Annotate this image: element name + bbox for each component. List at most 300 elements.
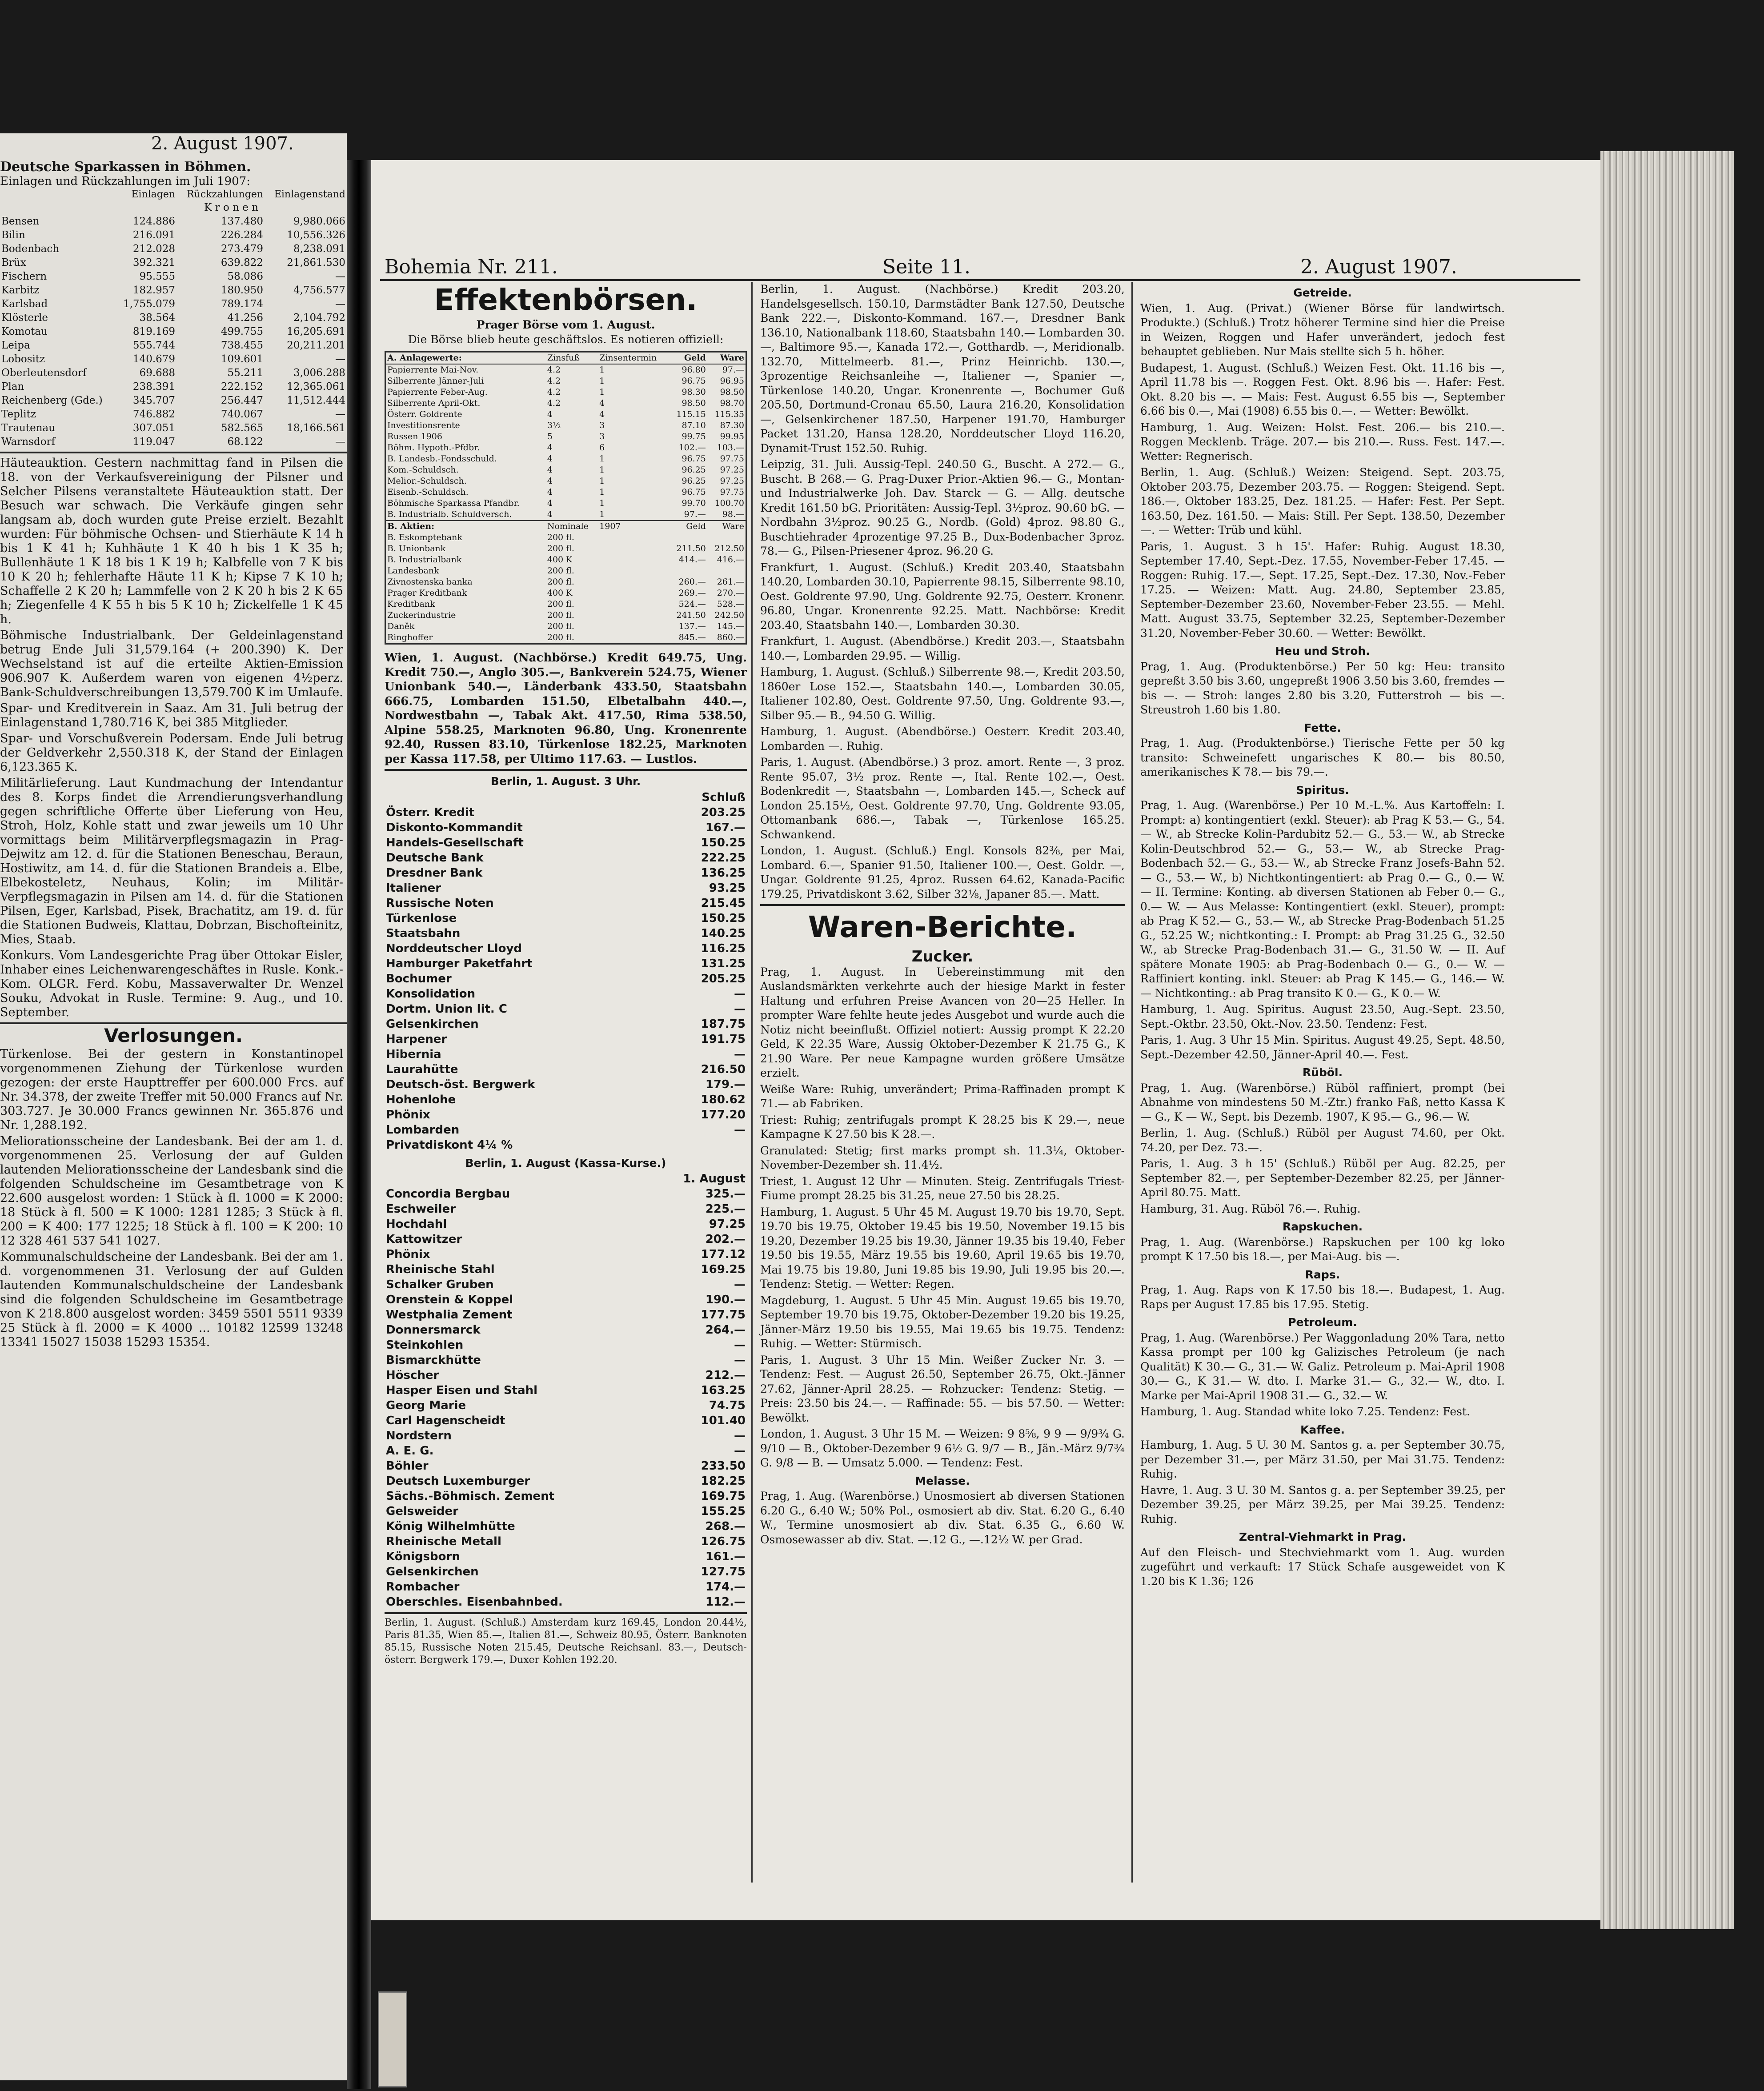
anlagewert-row-cell: 115.15	[676, 409, 706, 419]
berlin-row-cell: 222.25	[701, 851, 746, 865]
col-header: Zinsfuß	[547, 353, 580, 363]
kassa-row-cell: Gelsenkirchen	[386, 1565, 479, 1578]
sparkasse-row-cell: Lobositz	[1, 353, 45, 365]
berlin-row	[385, 835, 747, 850]
kassa-row-cell: Westphalia Zement	[386, 1308, 513, 1322]
sparkasse-row-cell: 392.321	[132, 257, 176, 268]
sparkasse-row-cell: 2,104.792	[293, 312, 345, 324]
berlin-row	[385, 1001, 747, 1017]
col-header: Geld	[684, 353, 706, 363]
berlin-row-cell: 93.25	[709, 881, 746, 895]
verlosung-article: Türkenlose. Bei der gestern in Konstantinopel vorgenommenen Ziehung der Türkenlose wurden gezogen: der erste Haupttreffer per 600.000 Frcs. auf Nr. 34.378, der zweite Treffer mit 50.000 Francs auf Nr. 303.727. Je 30.000 Francs gewinnen Nr. 365.876 und Nr. 1,288.192.	[0, 1047, 343, 1132]
kassa-row	[385, 1217, 747, 1232]
anlagewert-row-cell: 96.80	[682, 365, 706, 375]
kassa-row-cell: 155.25	[701, 1505, 746, 1518]
kassa-row-cell: Concordia Bergbau	[386, 1187, 510, 1201]
anlagewert-row-cell: 96.25	[682, 465, 706, 475]
aktie-row-cell	[598, 632, 669, 644]
left-article: Böhmische Industrialbank. Der Geldeinlagenstand betrug Ende Juli 31,579.164 (+ 200.390) K. Der Wechselstand ist auf die erteilte Aktien-Emission 906.907 K. Außerdem waren von eigenen 4½perz. Bank-Schuldverschreibungen 13,579.700 K im Umlaufe.	[0, 629, 343, 699]
sparkasse-row-cell: 69.688	[139, 367, 176, 379]
aktie-row-cell: 400 K	[547, 588, 573, 598]
sparkasse-row-cell: Bodenbach	[1, 243, 60, 255]
left-article: Konkurs. Vom Landesgerichte Prag über Ottokar Eisler, Inhaber eines Leichenwarengeschäftes in Rusle. Konk.-Kom. OLGR. Ferd. Kobu, Massaverwalter Dr. Wenzel Souku, Advokat in Rusle. Termine: 9. Aug., und 10. September.	[0, 949, 343, 1019]
aktie-row-cell: 241.50	[676, 610, 706, 620]
kassa-row-cell: —	[734, 1338, 746, 1352]
verlosungen-articles	[0, 1047, 347, 1350]
kassa-row	[385, 1428, 747, 1443]
aktie-row-cell: 845.—	[678, 633, 706, 642]
getreide-title: Getreide.	[1293, 286, 1352, 299]
col-header: Ware	[720, 353, 744, 363]
kassa-row-cell: Kattowitzer	[386, 1233, 462, 1246]
berlin-row-cell: Norddeutscher Lloyd	[386, 941, 522, 955]
anlagewert-row-cell: 4	[547, 487, 553, 497]
sparkasse-row-cell: 11,512.444	[287, 395, 345, 406]
anlagewert-row-cell: 3	[599, 421, 605, 430]
aktie-row-cell: 269.—	[678, 588, 706, 598]
aktie-row	[385, 554, 746, 565]
sparkasse-row-cell: 140.679	[132, 353, 176, 365]
aktie-row-cell: B. Industrialbank	[387, 555, 462, 565]
sparkasse-row	[0, 215, 347, 228]
spiritus-report: Paris, 1. Aug. 3 Uhr 15 Min. Spiritus. August 49.25, Sept. 48.50, Sept.-Dezember 42.50, Jänner-April 40.—. Fest.	[1140, 1033, 1505, 1061]
col-header: Ware	[722, 521, 744, 531]
sparkasse-row-cell: 226.284	[220, 229, 264, 241]
verlosungen-title: Verlosungen.	[104, 1025, 243, 1046]
kassa-row-cell: Donnersmarck	[386, 1323, 481, 1337]
sparkasse-row	[0, 270, 347, 284]
kassa-row-cell: 127.75	[701, 1565, 746, 1578]
rueboel-report: Berlin, 1. Aug. (Schluß.) Rüböl per August 74.60, per Okt. 74.20, per Dez. 73.—.	[1140, 1126, 1505, 1154]
berlin-row-cell: Österr. Kredit	[386, 805, 475, 819]
berlin-row	[385, 986, 747, 1001]
anlagewert-row-cell: 100.70	[714, 498, 744, 508]
aktie-row-cell: 860.—	[717, 633, 744, 642]
kassa-row-cell: 212.—	[705, 1369, 746, 1382]
aktie-row-cell	[598, 621, 669, 632]
sparkasse-row-cell: 21,861.530	[287, 257, 345, 268]
heu-title: Heu und Stroh.	[1275, 645, 1370, 657]
kassa-row-cell: 169.75	[701, 1490, 746, 1503]
col-header: Einlagenstand	[274, 189, 345, 200]
sparkasse-row	[0, 311, 347, 325]
sparkasse-row-cell: 16,205.691	[287, 326, 345, 337]
aktie-row-cell: 200 fl.	[547, 544, 574, 553]
aktie-row-cell	[707, 532, 746, 543]
berlin-row-cell: Bochumer	[386, 972, 452, 985]
berlin-row-cell: 150.25	[701, 911, 746, 925]
aktie-row-cell: 200 fl.	[547, 533, 574, 542]
sparkassen-title: Deutsche Sparkassen in Böhmen.	[0, 159, 251, 175]
kassa-row-cell: 97.25	[709, 1218, 746, 1231]
berlin-row	[385, 1107, 747, 1122]
berlin-row	[385, 805, 747, 820]
sparkasse-row-cell: Oberleutensdorf	[1, 367, 87, 379]
kassa-row-cell: 74.75	[709, 1399, 746, 1412]
berlin-row-cell: Russische Noten	[386, 896, 494, 910]
sparkasse-row-cell: 582.565	[220, 422, 264, 434]
anlagewert-row-cell: 97.75	[720, 454, 744, 464]
sparkasse-row-cell: 639.822	[220, 257, 264, 268]
sparkasse-row-cell: 4,756.577	[293, 284, 345, 296]
berlin-row-cell: Dortm. Union lit. C	[386, 1002, 507, 1016]
rueboel-report: Hamburg, 31. Aug. Rüböl 76.—. Ruhig.	[1140, 1202, 1361, 1215]
berlin-row-cell: Phönix	[386, 1108, 430, 1122]
divider	[385, 769, 747, 771]
sparkasse-row-cell: —	[335, 298, 345, 310]
sparkasse-row	[0, 284, 347, 297]
column-effekten	[385, 282, 747, 1668]
berlin-row	[385, 941, 747, 956]
sparkasse-row-cell: 137.480	[220, 216, 264, 227]
aktie-row	[385, 599, 746, 610]
anlagewert-row-cell: 97.—	[684, 509, 706, 519]
book-gutter	[347, 160, 371, 2089]
sparkasse-row-cell: 38.564	[139, 312, 176, 324]
anlagewert-row	[385, 364, 746, 376]
boerse-report: Hamburg, 1. August. (Schluß.) Silberrente 98.—, Kredit 203.50, 1860er Lose 152.—, Staatsbahn 140.—, Lombarden 30.05, Italiener 102.80, Oest. Goldrente 97.50, Ung. Goldrente 93.—, Silber 95.— B., 94.50 G. Willig.	[760, 665, 1125, 722]
berlin-row-cell: Italiener	[386, 881, 441, 895]
zucker-report: Granulated: Stetig; first marks prompt sh. 11.3¼, Oktober-November-Dezember sh. 11.4½.	[760, 1144, 1125, 1171]
zucker-report: Paris, 1. August. 3 Uhr 15 Min. Weißer Zucker Nr. 3. — Tendenz: Fest. — August 26.50, September 26.75, Okt.-Jänner 27.62, Jänner-April 28.25. — Rohzucker: Tendenz: Stetig. — Preis: 23.50 bis 24.—. — Raffinade: 55. — bis 57.50. — Wetter: Bewölkt.	[760, 1353, 1125, 1424]
anlagewert-row-cell: 99.95	[720, 432, 744, 441]
sparkasse-row	[0, 228, 347, 242]
aktie-row	[385, 588, 746, 599]
anlagewert-row	[385, 376, 746, 387]
sparkasse-row-cell: 1,755.079	[123, 298, 176, 310]
viehmarkt-title: Zentral-Viehmarkt in Prag.	[1239, 1530, 1406, 1543]
left-article: Militärlieferung. Laut Kundmachung der Intendantur des 8. Korps findet die Arrendierungsverhandlung gegen schriftliche Offerte über Lieferung von Heu, Stroh, Holz, Kohle statt und zwar jeweils um 10 Uhr vormittags beim Militärverpflegsmagazin in Prag-Dejwitz am 12. d. für die Stationen Beneschau, Beraun, Hostiwitz, am 14. d. für die Stationen Brandeis a. Elbe, Elbekosteletz, Neuhaus, Kolin; im Militär-Verpflegsmagazin in Pilsen am 14. d. für die Stationen Pilsen, Eger, Karlsbad, Pisek, Brachatitz, am 19. d. für die Stationen Budweis, Klattau, Dobrzan, Bischofteinitz, Mies, Staab.	[0, 776, 343, 946]
anlagewert-row	[385, 387, 746, 398]
rueboel-report: Paris, 1. Aug. 3 h 15' (Schluß.) Rüböl per Aug. 82.25, per September 82.—, per September-Dezember 82.25, per Jänner-April 80.75. Matt.	[1140, 1157, 1505, 1199]
col-header: 1. August	[683, 1172, 746, 1186]
sparkasse-row-cell: 3,006.288	[293, 367, 345, 379]
kassa-row	[385, 1489, 747, 1504]
sparkasse-row-cell: 18,166.561	[287, 422, 345, 434]
sparkasse-row-cell: 58.086	[227, 271, 264, 282]
boerse-report: Leipzig, 31. Juli. Aussig-Tepl. 240.50 G., Buscht. A 272.— G., Buscht. B 268.— G. Prag-Duxer Prior.-Aktien 96.— G., Montan- und Industrialwerke Joh. Dav. Starck — G. — Allg. deutsche Kredit 161.50 bG. Prioritäten: Aussig-Tepl. 3½proz. 90.60 bG. — Nordbahn 3½proz. 90.25 G., Nordb. (Gold) 4proz. 98.80 G., Buschtiehrader 4prozentige 97.25 B., Dux-Bodenbacher 3proz. 78.— G., Pilsen-Priesener 4proz. 96.20 G.	[760, 458, 1125, 557]
anlagewert-row-cell: 97.75	[720, 487, 744, 497]
kassa-row	[385, 1458, 747, 1474]
kassa-row	[385, 1353, 747, 1368]
anlagewert-row-cell: 98.30	[682, 387, 706, 397]
getreide-report: Berlin, 1. Aug. (Schluß.) Weizen: Steigend. Sept. 203.75, Oktober 203.75, Dezember 203.75. — Roggen: Steigend. Sept. 186.—, Oktober 183.25, Dez. 181.25. — Hafer: Fest. Per Sept. 163.50, Dez. 161.50. — Mais: Still. Per Sept. 138.50, Dezember —. — Wetter: Trüb und kühl.	[1140, 466, 1505, 537]
anlagewert-row-cell: Kom.-Schuldsch.	[387, 465, 459, 475]
anlagewert-row-cell: 96.75	[682, 454, 706, 464]
kassa-row	[385, 1322, 747, 1338]
kassa-row	[385, 1549, 747, 1564]
left-articles	[0, 456, 347, 1020]
aktie-row-cell: 200 fl.	[547, 566, 574, 576]
berlin-row	[385, 911, 747, 926]
sparkasse-row-cell: 68.122	[227, 436, 264, 448]
zucker-reports	[760, 965, 1125, 1470]
sparkasse-row-cell: 256.447	[220, 395, 264, 406]
kassa-row	[385, 1579, 747, 1594]
kassa-row-cell: Sächs.-Böhmisch. Zement	[386, 1490, 555, 1503]
anlagewert-row-cell: 4.2	[547, 398, 561, 408]
book-page-edges	[1600, 151, 1734, 1929]
kaffee-report: Havre, 1. Aug. 3 U. 30 M. Santos g. a. per September 39.25, per Dezember 39.25, per März 39.25, per Mai 39.25. Tendenz: Ruhig.	[1140, 1483, 1505, 1526]
berlin-row-cell: Türkenlose	[386, 911, 457, 925]
sparkasse-row-cell: 119.047	[132, 436, 176, 448]
berlin-row-cell: Hibernia	[386, 1047, 441, 1061]
kassa-row	[385, 1232, 747, 1247]
kassa-row	[385, 1292, 747, 1307]
berlin-row-cell: Deutsch-öst. Bergwerk	[386, 1078, 535, 1091]
kassa-row	[385, 1443, 747, 1458]
aktie-row-cell: Zuckerindustrie	[387, 610, 456, 620]
berlin-row-cell: 167.—	[705, 821, 746, 834]
rapskuchen-report: Prag, 1. Aug. (Warenbörse.) Rapskuchen per 100 kg loko prompt K 17.50 bis 18.—, per Mai-Aug. bis —.	[1140, 1235, 1505, 1263]
kassa-row-cell: Höscher	[386, 1369, 439, 1382]
left-article: Spar- und Kreditverein in Saaz. Am 31. Juli betrug der Einlagenstand 1,780.716 K, bei 385 Mitglieder.	[0, 701, 343, 729]
aktie-row-cell: B. Eskomptebank	[387, 533, 462, 542]
sparkasse-row-cell: 10,556.326	[287, 229, 345, 241]
left-date: 2. August 1907.	[151, 133, 294, 154]
anlagewert-row-cell: 98.70	[720, 398, 744, 408]
aktie-row-cell: 200 fl.	[547, 633, 574, 642]
anlagewert-row-cell: 87.30	[720, 421, 744, 430]
header-paper: Bohemia Nr. 211.	[385, 256, 558, 278]
aktie-row	[385, 577, 746, 588]
anlagewert-row-cell: 1	[599, 465, 605, 475]
kassa-row-cell: 101.40	[701, 1414, 746, 1427]
aktie-row-cell: 242.50	[714, 610, 744, 620]
anlagewert-row	[385, 453, 746, 465]
kassa-row-cell: 177.75	[701, 1308, 746, 1322]
kassa-row-cell: Orenstein & Koppel	[386, 1293, 513, 1306]
berlin-row-cell: 203.25	[701, 805, 746, 819]
col-header: A. Anlagewerte:	[387, 353, 462, 363]
anlagewert-row-cell: 4	[547, 509, 553, 519]
kassa-row-cell: Böhler	[386, 1459, 429, 1473]
aktie-row-cell: 528.—	[717, 599, 744, 609]
aktie-row-cell	[598, 554, 669, 565]
sparkasse-row-cell: 789.174	[220, 298, 264, 310]
anlagewert-row-cell: 6	[599, 443, 605, 453]
anlagewert-row-cell: Böhmische Sparkassa Pfandbr.	[387, 498, 520, 508]
kassa-row-cell: König Wilhelmhütte	[386, 1520, 515, 1533]
aktie-row-cell: 261.—	[717, 577, 744, 587]
kassa-row-cell: Schalker Gruben	[386, 1278, 494, 1291]
sparkasse-row-cell: 307.051	[132, 422, 176, 434]
aktie-row	[385, 565, 746, 577]
sparkasse-row	[0, 380, 347, 394]
zucker-report: Hamburg, 1. August. 5 Uhr 45 M. August 19.70 bis 19.70, Sept. 19.70 bis 19.75, Oktober 19.45 bis 19.50, November 19.15 bis 19.20, Dezember 19.25 bis 19.30, Jänner 19.35 bis 19.40, Feber 19.50 bis 19.55, März 19.55 bis 19.60, April 19.65 bis 19.70, Mai 19.75 bis 19.80, Juni 19.85 bis 19.90, Juli 19.95 bis 20.—. Tendenz: Stetig. — Wetter: Regen.	[760, 1205, 1125, 1290]
left-article: Häuteauktion. Gestern nachmittag fand in Pilsen die 18. von der Verkaufsvereinigung der Pilsner und Selcher Pilsens veranstaltete Häuteauktion statt. Der Besuch war schwach. Die Verkäufe gingen sehr langsam ab, doch wurden gute Preise erzielt. Bezahlt wurden: Für böhmische Ochsen- und Stierhäute K 14 h bis 1 K 41 h; Kuhhäute 1 K 40 h bis 1 K 35 h; Bullenhäute 1 K 18 bis 1 K 19 h; Kalbfelle von 7 K bis 10 K 20 h; fehlerhafte Häute 11 K h; Kipse 7 K 10 h; Schaffelle 2 K 20 h; Lammfelle von 2 K 20 h bis 2 K 65 h; Ziegenfelle 4 K 55 h bis 5 K 10 h; Zickelfelle 1 K 45 h.	[0, 456, 343, 626]
anlagewert-row-cell: 1	[599, 387, 605, 397]
kassa-row	[385, 1277, 747, 1292]
sparkasse-row-cell: Reichenberg (Gde.)	[1, 395, 103, 406]
aktie-row-cell: Landesbank	[387, 566, 439, 576]
anlagewert-row	[385, 509, 746, 521]
aktie-row-cell: 414.—	[678, 555, 706, 565]
kassa-row-cell: 325.—	[705, 1187, 746, 1201]
berlin-row-cell: Hamburger Paketfahrt	[386, 957, 533, 970]
berlin-row-cell: Deutsche Bank	[386, 851, 484, 865]
berlin-row	[385, 1047, 747, 1062]
column-rule	[1131, 282, 1133, 1883]
kassa-row-cell: Königsborn	[386, 1550, 460, 1563]
anlagewert-row-cell: 4	[547, 465, 553, 475]
sparkasse-row-cell: 740.067	[220, 409, 264, 420]
sparkasse-row-cell: 499.755	[220, 326, 264, 337]
anlagewert-row	[385, 409, 746, 420]
anlagewert-row-cell: 96.75	[682, 376, 706, 386]
petroleum-report: Prag, 1. Aug. (Warenbörse.) Per Waggonladung 20% Tara, netto Kassa prompt per 100 kg Galizisches Petroleum (je nach Qualität) K 30.— G., 31.— W. Galiz. Petroleum p. Mai-April 1908 30.— G., K 31.— W. dto. I. Marke 31.— G., 32.— W., dto. I. Marke per Mai-April 1908 31.— G., 32.— W.	[1140, 1331, 1505, 1402]
anlagewert-row-cell: Papierrente Feber-Aug.	[387, 387, 488, 397]
boerse-report: Hamburg, 1. August. (Abendbörse.) Oesterr. Kredit 203.40, Lombarden —. Ruhig.	[760, 725, 1125, 753]
aktie-row-cell: 137.—	[678, 621, 706, 631]
melasse-report: Prag, 1. Aug. (Warenbörse.) Unosmosiert ab diversen Stationen 6.20 G., 6.40 W.; 50% Pol., osmosiert ab div. Stat. 6.20 G., 6.40 W., Termine unosmosiert ab div. Stat. 6.35 G., 6.60 W. Osmosewasser ab div. Stat. —.12 G., —.12½ W. per Grad.	[760, 1490, 1125, 1546]
kassa-row-cell: Hasper Eisen und Stahl	[386, 1384, 538, 1397]
raps-report: Prag, 1. Aug. Raps von K 17.50 bis 18.—. Budapest, 1. Aug. Raps per August 17.85 bis 17.95. Stetig.	[1140, 1283, 1505, 1311]
kassa-row-cell: Rombacher	[386, 1580, 460, 1594]
anlagewerte-table	[385, 351, 747, 645]
anlagewert-row-cell: 115.35	[714, 409, 744, 419]
rapskuchen-title: Rapskuchen.	[1282, 1220, 1363, 1233]
boerse-report: Berlin, 1. August. (Nachbörse.) Kredit 203.20, Handelsgesellsch. 150.10, Darmstädter Bank 127.50, Deutsche Bank 222.—, Diskonto-Kommand. 167.—, Dresdner Bank 136.10, Nationalbank 118.60, Staatsbahn 140.— Lombarden 30.—, Baltimore 95.—, Kanada 172.—, Gotthardb. —, Meridionalb. 132.70, Mittelmeerb. 81.—, Prinz Heinrichb. 130.—, 3prozentige Reichsanleihe —, Italiener —, Spanier —, Türkenlose 140.20, Ungar. Kronenrente —, Bochumer Guß 205.50, Dortmund-Cronau 65.50, Laura 216.20, Konsolidation —, Gelsenkirchener 187.50, Harpener 191.70, Hamburger Packet 131.20, Hansa 128.20, Norddeutscher Lloyd 116.20, Dynamit-Trust 152.50. Ruhig.	[760, 283, 1125, 455]
aktie-row	[385, 532, 746, 543]
berlin-row	[385, 820, 747, 835]
melasse-title: Melasse.	[915, 1474, 970, 1487]
rueboel-report: Prag, 1. Aug. (Warenbörse.) Rüböl raffiniert, prompt (bei Abnahme von mindestens 50 M.-Ztr.) franko Faß, netto Kassa K — G., K — W., Sept. bis Dezemb. 1907, K 95.— G., 96.— W.	[1140, 1081, 1505, 1123]
anlagewert-row-cell: 98.50	[682, 398, 706, 408]
kassa-row-cell: Carl Hagenscheidt	[386, 1414, 505, 1427]
aktie-row-cell: Ringhoffer	[387, 633, 433, 642]
getreide-report: Paris, 1. August. 3 h 15'. Hafer: Ruhig. August 18.30, September 17.40, Sept.-Dez. 17.55, November-Feber 17.45. — Roggen: Ruhig. 17.—, Sept. 17.25, Sept.-Dez. 17.30, Nov.-Feber 17.25. — Weizen: Matt. Aug. 24.80, September 23.85, September-Dezember 23.60, November-Feber 23.55. — Mehl. Matt. August 33.75, September 32.25, September-Dezember 31.20, November-Feber 30.60. — Wetter: Bewölkt.	[1140, 540, 1505, 640]
aktie-row-cell: 270.—	[717, 588, 744, 598]
anlagewert-row-cell: Melior.-Schuldsch.	[387, 476, 467, 486]
kassa-row	[385, 1368, 747, 1383]
anlagewert-row-cell: Papierrente Mai-Nov.	[387, 365, 479, 375]
col-header: 1907	[599, 521, 621, 531]
col-header: Schluß	[702, 790, 746, 804]
sparkasse-row-cell: Bilin	[1, 229, 25, 241]
berlin-row	[385, 956, 747, 971]
anlagewert-row-cell: 96.25	[682, 476, 706, 486]
col-header: Einlagen	[131, 189, 176, 200]
aktie-row-cell: 260.—	[678, 577, 706, 587]
anlagewert-row-cell: 4.2	[547, 376, 561, 386]
sparkasse-row-cell: Klösterle	[1, 312, 48, 324]
anlagewert-row-cell: 102.—	[678, 443, 706, 453]
kassa-row-cell: Nordstern	[386, 1429, 452, 1442]
kassa-row	[385, 1262, 747, 1277]
sparkasse-row-cell: Trautenau	[1, 422, 56, 434]
anlagewert-row-cell: Investitionsrente	[387, 421, 460, 430]
header-date: 2. August 1907.	[1300, 256, 1457, 278]
left-column	[0, 160, 347, 1351]
sparkasse-row-cell: 109.601	[220, 353, 264, 365]
berlin-row-cell: 140.25	[701, 926, 746, 940]
sparkasse-row	[0, 297, 347, 311]
aktie-row-cell: 200 fl.	[547, 577, 574, 587]
col-header: Nominale	[547, 521, 589, 531]
berlin-row	[385, 1062, 747, 1077]
sparkasse-row	[0, 256, 347, 270]
kassa-row-cell: 126.75	[701, 1535, 746, 1548]
aktie-row-cell: Zivnostenska banka	[387, 577, 473, 587]
kassa-row-cell: 177.12	[701, 1248, 746, 1261]
sparkasse-row-cell: 273.479	[220, 243, 264, 255]
spiritus-report: Prag, 1. Aug. (Warenbörse.) Per 10 M.-L.%. Aus Kartoffeln: I. Prompt: a) kontingentiert (exkl. Steuer): ab Prag K 53.— G., 54.— W., ab Strecke Kolin-Pardubitz 52.— G., 53.— W., ab Strecke Kolin-Deutschbrod 52.— G., 53.— W., ab Strecke Prag-Bodenbach 52.— G., 53.— W., ab Strecke Franz Josefs-Bahn 52.— G., 53.— W., b) Nichtkontingentiert: ab Prag 0.— G., 0.— W. — II. Termine: Konting. ab diversen Stationen ab Feber 0.— G., 0.— W. — Aus Melasse: Kontingentiert (exkl. Steuer), prompt: ab Prag K 52.— G., 53.— W., ab Strecke Prag-Bodenbach 51.25 G., 52.25 W.; nichtkonting.: I. Prompt: ab Prag 31.25 G., 32.50 W., ab Strecke Prag-Bodenbach 31.— G., 31.50 W. — II. Auf spätere Monate 1905: ab Prag-Bodenbach 0.— G., 0.— W. — Raffiniert konting. inkl. Steuer: ab Prag K 145.— G., 146.— W. — Nichtkonting.: ab Prag transito K 0.— G., K 0.— W.	[1140, 799, 1505, 1000]
aktie-row-cell	[707, 565, 746, 577]
berlin-foot: Berlin, 1. August. (Schluß.) Amsterdam kurz 169.45, London 20.44½, Paris 81.35, Wien 85.—, Italien 81.—, Schweiz 80.95, Österr. Banknoten 85.15, Russische Noten 215.45, Deutsche Reichsanl. 83.—, Deutsch-österr. Bergwerk 179.—, Duxer Kohlen 192.20.	[385, 1617, 747, 1666]
anlagewert-row-cell: Silberrente April-Okt.	[387, 398, 481, 408]
sparkasse-row-cell: Warnsdorf	[1, 436, 56, 448]
sparkasse-row-cell: —	[335, 436, 345, 448]
anlagewert-row	[385, 465, 746, 476]
anlagewert-row-cell: 1	[599, 476, 605, 486]
sparkasse-row-cell: —	[335, 409, 345, 420]
verlosung-article: Meliorationsscheine der Landesbank. Bei der am 1. d. vorgenommenen 25. Verlosung der auf Gulden lautenden Meliorationsscheine der Landesbank sind die folgenden Schuldscheine im Gesamtbetrage von K 22.600 ausgelost worden: 1 Stück à fl. 1000 = K 2000: 18 Stück à fl. 500 = K 1000: 1281 1285; 3 Stück à fl. 200 = K 400: 177 1225; 18 Stück à fl. 100 = K 200: 10 12 328 461 537 541 1027.	[0, 1134, 343, 1248]
aktie-row-cell: 524.—	[678, 599, 706, 609]
anlagewert-row-cell: 1	[599, 376, 605, 386]
berlin-row	[385, 971, 747, 986]
sparkasse-row-cell: 8,238.091	[293, 243, 345, 255]
kassa-row-cell: 174.—	[705, 1580, 746, 1594]
berlin-row	[385, 1122, 747, 1138]
anlagewert-row-cell: 1	[599, 365, 605, 375]
kassa-row-cell: —	[734, 1444, 746, 1458]
col-header: B. Aktien:	[387, 521, 435, 531]
aktie-row	[385, 632, 746, 644]
berlin-row-cell: 179.—	[705, 1078, 746, 1091]
kassa-row-cell: Oberschles. Eisenbahnbed.	[386, 1595, 563, 1609]
kassa-row-cell: 169.25	[701, 1263, 746, 1276]
divider	[0, 1022, 347, 1024]
kassa-row-cell: A. E. G.	[386, 1444, 434, 1458]
berlin-row-cell: Laurahütte	[386, 1062, 458, 1076]
sparkasse-row-cell: 222.152	[220, 381, 264, 393]
sparkasse-row-cell: —	[335, 271, 345, 282]
boersen-reports	[760, 282, 1125, 901]
kassa-row-cell: 202.—	[705, 1233, 746, 1246]
sparkasse-row	[0, 408, 347, 421]
berlin-row	[385, 850, 747, 865]
column-rule	[751, 282, 753, 1883]
aktie-row-cell	[598, 577, 669, 588]
aktie-row-cell: 212.50	[714, 544, 744, 553]
bookmark-tab	[378, 1991, 407, 2087]
aktie-row-cell	[598, 532, 669, 543]
aktie-row-cell	[598, 599, 669, 610]
sparkasse-row-cell: 12,365.061	[287, 381, 345, 393]
anlagewert-row-cell: 99.75	[682, 432, 706, 441]
berlin-row-cell: 180.62	[701, 1093, 746, 1106]
aktie-row-cell: B. Unionbank	[387, 544, 446, 553]
sparkasse-row-cell: Komotau	[1, 326, 48, 337]
berlin-row	[385, 1017, 747, 1032]
anlagewert-row-cell: Silberrente Jänner-Juli	[387, 376, 484, 386]
sparkasse-row-cell: 238.391	[132, 381, 176, 393]
aktie-row	[385, 621, 746, 632]
anlagewert-row-cell: 103.—	[717, 443, 744, 453]
getreide-reports	[1140, 301, 1505, 641]
zucker-report: Weiße Ware: Ruhig, unverändert; Prima-Raffinaden prompt K 71.— ab Fabriken.	[760, 1082, 1125, 1110]
header-page: Seite 11.	[882, 256, 970, 278]
getreide-report: Wien, 1. Aug. (Privat.) (Wiener Börse für landwirtsch. Produkte.) (Schluß.) Trotz höherer Termine sind hier die Preise in Weizen, Roggen und Hafer unverändert, jedoch fest behauptet geblieben. Nur Mais stellte sich 5 h. höher.	[1140, 301, 1505, 358]
aktie-row-cell	[669, 565, 707, 577]
kassa-row	[385, 1307, 747, 1322]
kassa-row-cell: —	[734, 1354, 746, 1367]
sparkasse-row-cell: 738.455	[220, 340, 264, 351]
sparkasse-row	[0, 242, 347, 256]
anlagewert-row-cell: Böhm. Hypoth.-Pfdbr.	[387, 443, 480, 453]
kassa-row-cell: Eschweiler	[386, 1202, 456, 1216]
